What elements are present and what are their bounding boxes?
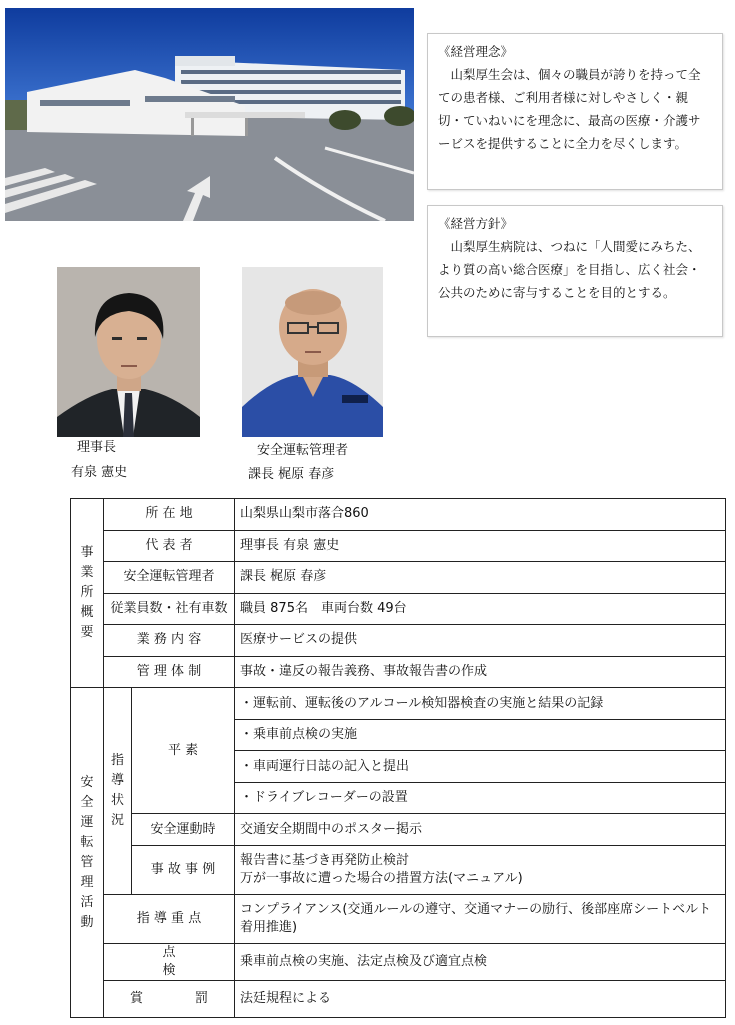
table-row (71, 562, 726, 594)
focus-label: 指 導 重 点 (104, 894, 235, 943)
table-row (71, 625, 726, 657)
row-value: 山梨県山梨市落合860 (235, 499, 726, 531)
accident-value (235, 846, 726, 895)
philosophy-heading: 《経営理念》 (438, 44, 514, 59)
chairman-portrait (57, 267, 200, 437)
row-label: 所 在 地 (104, 499, 235, 531)
heiso-item: ・ドライブレコーダーの設置 (235, 782, 726, 814)
row-label: 安全運転管理者 (104, 562, 235, 594)
policy-heading: 《経営方針》 (438, 216, 514, 231)
company-info-table (70, 498, 726, 1018)
safety-manager-portrait (242, 267, 383, 437)
row-value: 職員 875名 車両台数 49台 (235, 593, 726, 625)
row-label: 代 表 者 (104, 530, 235, 562)
row-label: 業 務 内 容 (104, 625, 235, 657)
inspection-label: 点 検 (104, 943, 235, 981)
safety-period-label: 安全運動時 (132, 814, 235, 846)
section-overview-label: 事業所概要 (71, 499, 104, 688)
table-row (71, 846, 726, 895)
row-label: 従業員数・社有車数 (104, 593, 235, 625)
row-label: 管 理 体 制 (104, 656, 235, 688)
table-row (71, 688, 726, 720)
guidance-status-label: 指導状況 (104, 688, 132, 895)
table-row (71, 943, 726, 981)
table-row (71, 499, 726, 531)
safety-period-value: 交通安全期間中のポスター掲示 (235, 814, 726, 846)
row-value: 事故・違反の報告義務、事故報告書の作成 (235, 656, 726, 688)
heiso-item: ・車両運行日誌の記入と提出 (235, 751, 726, 783)
safety-manager-name: 課長 梶原 春彦 (248, 467, 335, 482)
hospital-building-photo (5, 8, 414, 221)
heiso-item: ・乗車前点検の実施 (235, 719, 726, 751)
philosophy-text: 山梨厚生会は、個々の職員が誇りを持って全ての患者様、ご利用者様に対しやさしく・親切・ていねいにを理念に、最高の医療・介護サービスを提供することに全力を尽くします。 (438, 67, 701, 151)
policy-text: 山梨厚生病院は、つねに「人間愛にみちた、より質の高い総合医療」を目指し、広く社会・公共のために寄与することを目的とする。 (438, 239, 701, 300)
accident-label: 事 故 事 例 (132, 846, 235, 895)
inspection-value: 乗車前点検の実施、法定点検及び適宜点検 (235, 943, 726, 981)
section-safety-activity-label: 安全運転管理活動 (71, 688, 104, 1018)
table-row (71, 981, 726, 1018)
table-row (71, 530, 726, 562)
penalty-label: 賞 罰 (104, 981, 235, 1018)
table-row (71, 814, 726, 846)
heiso-label: 平 素 (132, 688, 235, 814)
chairman-title: 理事長 (77, 440, 117, 455)
table-row (71, 593, 726, 625)
accident-value-line: 報告書に基づき再発防止検討 (240, 852, 410, 868)
safety-manager-title: 安全運転管理者 (257, 443, 349, 458)
table-row (71, 894, 726, 943)
chairman-name: 有泉 憲史 (71, 465, 128, 480)
management-policy-box (427, 205, 723, 337)
table-row (71, 656, 726, 688)
accident-value-line: 万が一事故に遭った場合の措置方法(マニュアル) (240, 870, 523, 886)
focus-value: コンプライアンス(交通ルールの遵守、交通マナーの励行、後部座席シートベルト着用推進) (235, 894, 726, 943)
management-philosophy-box (427, 33, 723, 190)
penalty-value: 法廷規程による (235, 981, 726, 1018)
row-value: 医療サービスの提供 (235, 625, 726, 657)
row-value: 課長 梶原 春彦 (235, 562, 726, 594)
heiso-item: ・運転前、運転後のアルコール検知器検査の実施と結果の記録 (235, 688, 726, 720)
row-value: 理事長 有泉 憲史 (235, 530, 726, 562)
